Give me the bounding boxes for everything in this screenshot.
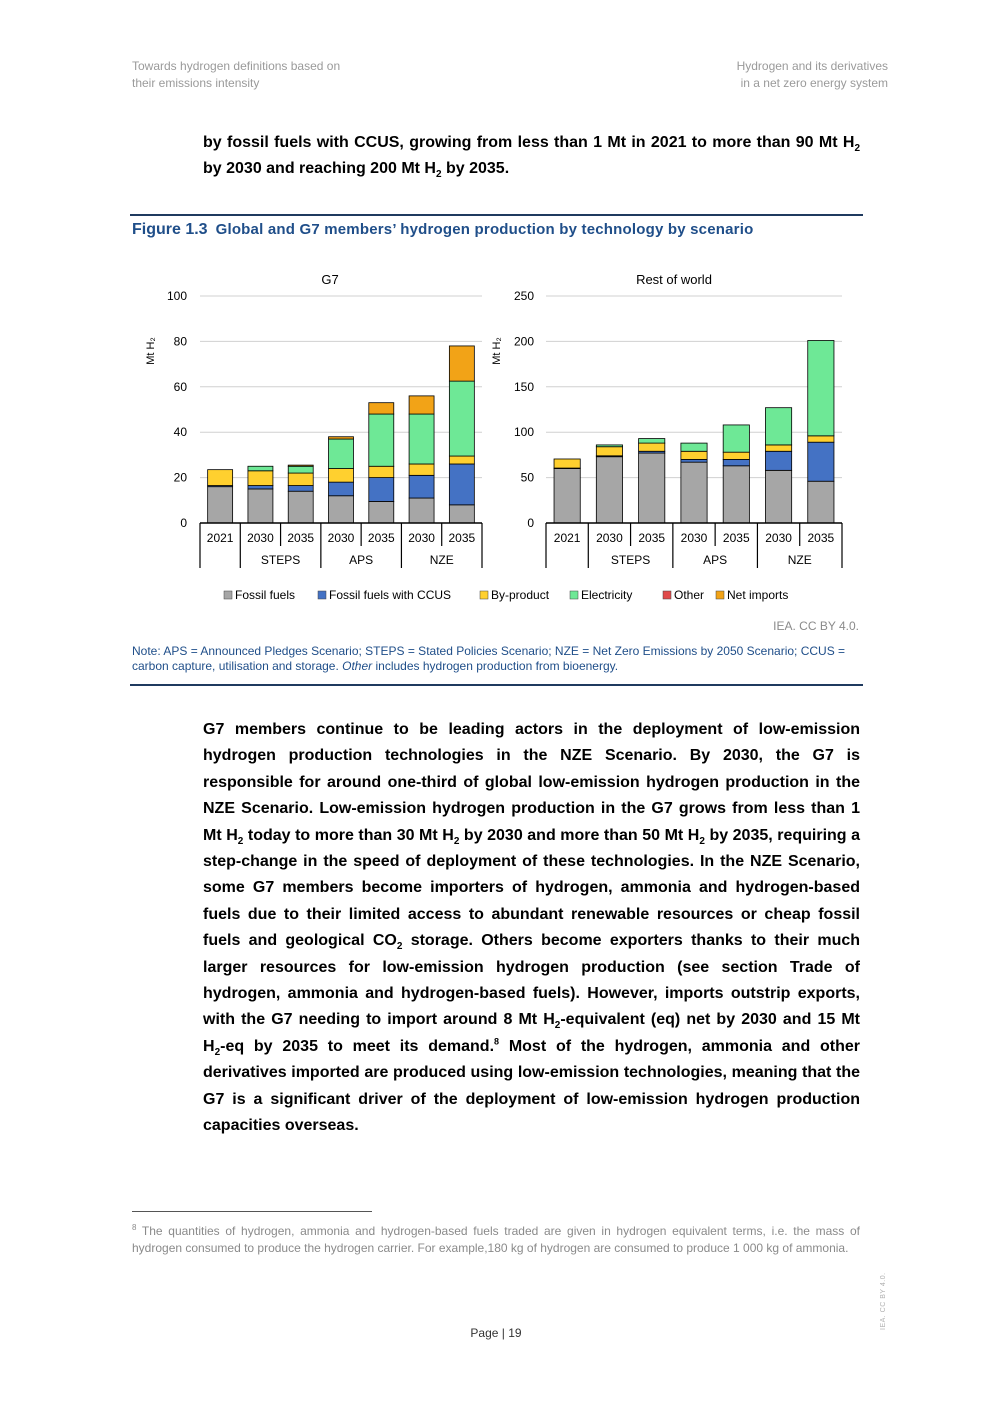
bar-segment <box>681 459 707 462</box>
footnote-number: 8 <box>132 1223 137 1232</box>
body-sub-5: 2 <box>554 1020 561 1032</box>
figure-chart <box>130 262 863 612</box>
y-tick-label: 200 <box>513 334 534 349</box>
y-axis-label: Mt H₂ <box>491 337 503 365</box>
bar-segment <box>329 469 354 483</box>
body-text-8: Most of the hydrogen, ammonia and other derivatives imported are produced using low-emission technologies, meaning that the G7 is a significant driver of the deployment of low-emission hydrogen production capacities overseas. <box>203 1037 860 1135</box>
bar-segment <box>329 482 354 496</box>
footnote-text: The quantities of hydrogen, ammonia and hydrogen-based fuels traded are given in hydrogen equivalent terms, i.e. the mass of hydrogen consumed to produce the hydrogen carrier. For example,180 kg of hydrogen are consumed to produce 1 000 kg of ammonia. <box>132 1224 860 1255</box>
bar-segment <box>248 471 273 486</box>
legend-swatch <box>570 591 578 599</box>
x-tick-label: 2021 <box>206 531 234 545</box>
figure-title-text: Global and G7 members’ hydrogen production by technology by scenario <box>215 221 754 238</box>
body-text-5: storage. Others become exporters thanks to their much larger resources for low-emission hydrogen production (see section Trade of hydrogen, ammonia and hydrogen-based fuels). However, imports outstrip exports, with the G7 needing to import around 8 Mt H <box>203 932 861 1029</box>
bar-segment <box>449 381 474 456</box>
footnote-separator <box>132 1211 372 1212</box>
bar-segment <box>765 470 791 523</box>
header-left-line1: Towards hydrogen definitions based on <box>132 59 341 73</box>
y-axis-label: Mt H₂ <box>145 337 157 365</box>
body-sub-1: 2 <box>237 835 244 847</box>
intro-sub-2: 2 <box>435 169 442 181</box>
bar-segment <box>288 466 313 473</box>
note-text-b: includes hydrogen production from bioenergy. <box>372 659 619 673</box>
bar-segment <box>808 340 834 435</box>
figure-number: Figure 1.3 <box>132 221 208 238</box>
legend-swatch <box>480 591 488 599</box>
figure-bottom-rule <box>130 684 863 686</box>
group-label: STEPS <box>260 553 301 567</box>
body-text-4: by 2035, requiring a step-change in the speed of deployment of these technologies. In the NZE Scenario, some G7 members become importers of hydrogen, ammonia and hydrogen-based fuels due to their limited access to abundant renewable resources or cheap fossil fuels and geological CO <box>203 826 861 950</box>
figure-title <box>132 221 753 239</box>
body-text-6: -equivalent (eq) net by 2030 and 15 Mt H <box>203 1011 860 1055</box>
x-tick-label: 2030 <box>765 531 792 545</box>
bar-segment <box>288 473 313 485</box>
side-license-tag: IEA. CC BY 4.0. <box>880 1272 887 1330</box>
body-paragraph <box>203 717 860 1140</box>
group-label: APS <box>703 553 728 567</box>
intro-sub-1: 2 <box>854 143 860 155</box>
group-label: NZE <box>429 553 454 567</box>
intro-text-2: by 2030 and reaching 200 Mt H <box>203 160 436 178</box>
body-text-2: today to more than 30 Mt H <box>243 826 454 844</box>
x-tick-label: 2035 <box>287 531 315 545</box>
body-text-3: by 2030 and more than 50 Mt H <box>459 826 700 844</box>
x-tick-label: 2030 <box>680 531 708 545</box>
legend-swatch <box>716 591 724 599</box>
bar-segment <box>808 481 834 523</box>
bar-segment <box>554 459 580 468</box>
bar-segment <box>329 439 354 469</box>
bar-segment <box>248 486 273 489</box>
bar-segment <box>288 486 313 492</box>
bar-segment <box>248 466 273 471</box>
bar-segment <box>409 396 434 414</box>
x-tick-label: 2035 <box>807 531 835 545</box>
bar-segment <box>369 403 394 414</box>
note-text-italic: Other <box>342 659 373 673</box>
running-header-left <box>132 58 340 92</box>
legend-swatch <box>224 591 232 599</box>
y-tick-label: 150 <box>513 379 534 394</box>
chart-title: Rest of world <box>636 272 712 287</box>
bar-segment <box>681 443 707 451</box>
bar-segment <box>596 447 622 456</box>
bar-segment <box>639 443 665 451</box>
bar-segment <box>208 487 233 523</box>
bar-segment <box>765 445 791 451</box>
bar-segment <box>369 501 394 523</box>
chart-panel-g7 <box>145 272 482 568</box>
body-sub-6: 2 <box>214 1047 221 1059</box>
bar-segment <box>723 459 749 465</box>
running-header-right <box>737 58 888 92</box>
legend-swatch <box>663 591 671 599</box>
bar-segment <box>329 496 354 523</box>
y-tick-label: 60 <box>173 379 187 394</box>
legend-label: By-product <box>491 588 550 602</box>
bar-segment <box>369 414 394 466</box>
y-tick-label: 40 <box>173 425 187 440</box>
bar-segment <box>596 457 622 523</box>
bar-segment <box>409 498 434 523</box>
intro-text-1: by fossil fuels with CCUS, growing from less than 1 Mt in 2021 to more than 90 Mt H <box>203 134 855 151</box>
figure-note <box>132 644 852 674</box>
bar-segment <box>681 462 707 523</box>
legend-label: Other <box>674 588 705 602</box>
legend-swatch <box>318 591 326 599</box>
bar-segment <box>449 456 474 464</box>
y-tick-label: 250 <box>513 289 534 303</box>
bar-segment <box>409 475 434 498</box>
body-sub-2: 2 <box>453 835 460 847</box>
page-number: Page | 19 <box>470 1326 522 1340</box>
bar-segment <box>596 445 622 447</box>
chart-panel-rest-of-world <box>491 272 842 568</box>
bar-segment <box>639 439 665 444</box>
bar-segment <box>808 442 834 481</box>
bar-segment <box>248 489 273 523</box>
bar-segment <box>765 451 791 470</box>
chart-legend <box>224 588 788 602</box>
bar-segment <box>288 491 313 523</box>
x-tick-label: 2030 <box>408 531 435 545</box>
y-tick-label: 0 <box>180 516 187 530</box>
y-tick-label: 0 <box>527 516 534 530</box>
figure-top-rule <box>130 214 863 216</box>
bar-segment <box>639 453 665 523</box>
x-tick-label: 2035 <box>722 531 750 545</box>
legend-label: Net imports <box>727 588 789 602</box>
footnote-reference[interactable]: 8 <box>494 1036 500 1047</box>
bar-segment <box>329 437 354 439</box>
bar-segment <box>808 436 834 442</box>
bar-segment <box>369 466 394 477</box>
x-tick-label: 2030 <box>247 531 274 545</box>
bar-segment <box>554 469 580 523</box>
legend-label: Electricity <box>581 588 633 602</box>
header-left-line2: their emissions intensity <box>132 76 260 90</box>
bar-segment <box>449 464 474 505</box>
x-tick-label: 2030 <box>596 531 623 545</box>
group-label: STEPS <box>610 553 651 567</box>
y-tick-label: 20 <box>173 470 187 485</box>
body-text-7: -eq by 2035 to meet its demand. <box>220 1037 495 1055</box>
legend-label: Fossil fuels with CCUS <box>329 588 452 602</box>
header-right-line2: in a net zero energy system <box>740 76 888 90</box>
group-label: APS <box>349 553 374 567</box>
bar-segment <box>723 425 749 452</box>
x-tick-label: 2021 <box>553 531 581 545</box>
intro-text-3: by 2035. <box>441 160 510 178</box>
body-sub-3: 2 <box>699 835 705 847</box>
bar-segment <box>449 346 474 381</box>
x-tick-label: 2030 <box>327 531 355 545</box>
bar-segment <box>449 505 474 523</box>
header-right-line1: Hydrogen and its derivatives <box>736 59 888 73</box>
bar-segment <box>765 408 791 445</box>
bar-segment <box>723 452 749 459</box>
bar-segment <box>409 414 434 464</box>
x-tick-label: 2035 <box>367 531 395 545</box>
bar-segment <box>208 470 233 486</box>
bar-segment <box>681 451 707 459</box>
y-tick-label: 80 <box>173 334 187 349</box>
note-text-a: Note: APS = Announced Pledges Scenario; STEPS = Stated Policies Scenario; NZE = Net Zero Emissions by 2050 Scenario; CCUS = carbon capture, utilisation and storage. <box>132 644 846 673</box>
x-tick-label: 2035 <box>448 531 476 545</box>
bar-segment <box>288 465 313 466</box>
group-label: NZE <box>787 553 812 567</box>
footnote <box>132 1219 860 1257</box>
chart-title: G7 <box>321 272 339 287</box>
figure-credit: IEA. CC BY 4.0. <box>773 619 859 633</box>
y-tick-label: 50 <box>520 470 534 485</box>
y-tick-label: 100 <box>513 425 534 440</box>
x-tick-label: 2035 <box>638 531 666 545</box>
intro-paragraph <box>203 130 860 183</box>
legend-label: Fossil fuels <box>235 588 296 602</box>
y-tick-label: 100 <box>166 289 187 303</box>
bar-segment <box>409 464 434 475</box>
bar-segment <box>369 478 394 502</box>
bar-segment <box>723 466 749 523</box>
body-text-1: G7 members continue to be leading actors in the deployment of low-emission hydrogen production technologies in the NZE Scenario. By 2030, the G7 is responsible for around one-third of global low-emission hydrogen production in the NZE Scenario. Low-emission hydrogen production in the G7 grows from less than 1 Mt H <box>203 721 860 844</box>
body-sub-4: 2 <box>396 941 403 953</box>
